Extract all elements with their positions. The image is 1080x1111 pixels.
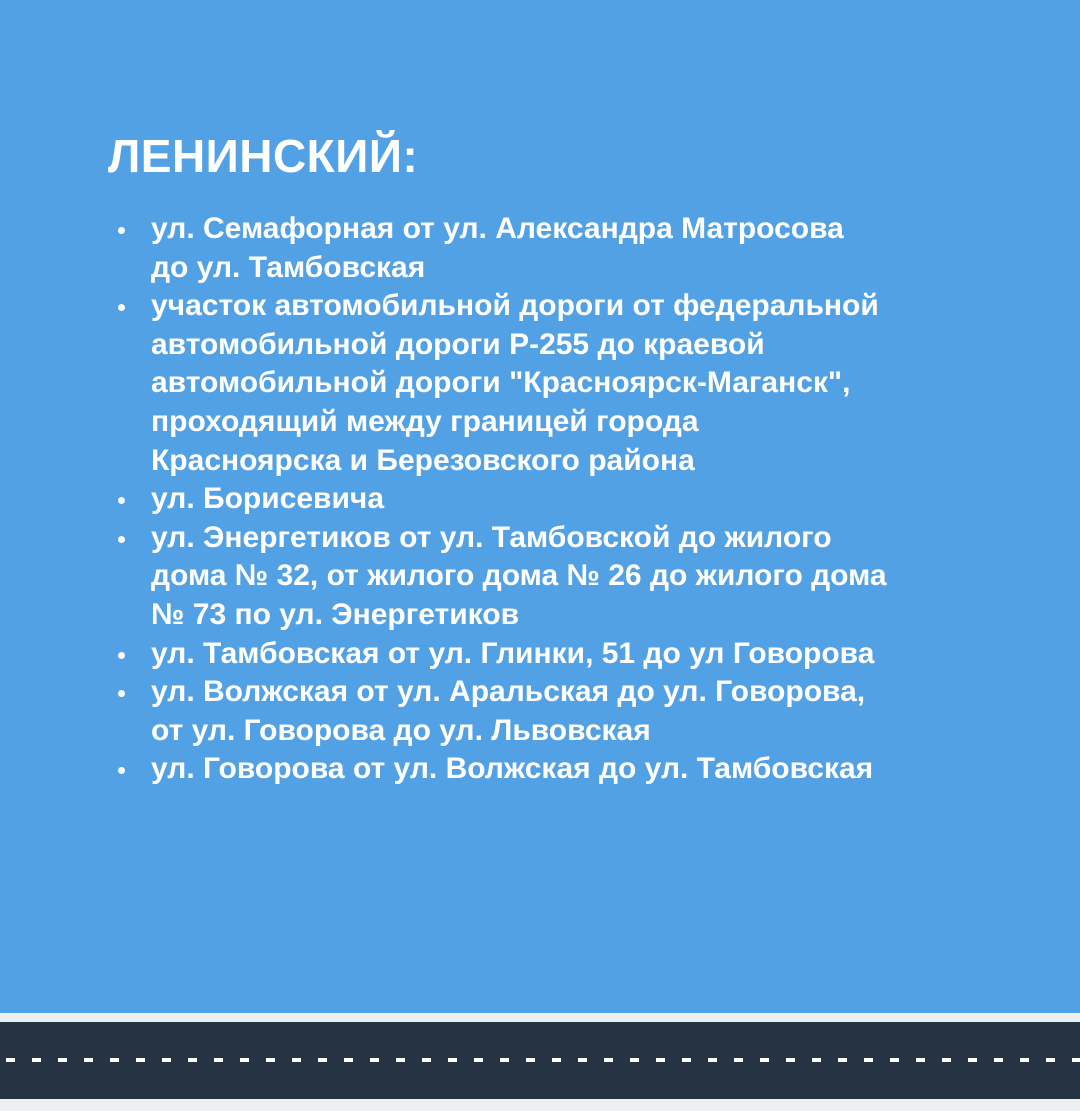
- bullet-dot-icon: [118, 304, 125, 311]
- bullet-dot-icon: [118, 227, 125, 234]
- list-item: [118, 519, 998, 635]
- street-text-line: от ул. Говорова до ул. Львовская: [151, 713, 651, 747]
- street-text-line: ул. Борисевича: [151, 482, 385, 516]
- bullet-dot-icon: [118, 652, 125, 659]
- street-text-line: дома № 32, от жилого дома № 26 до жилого дома: [151, 559, 887, 593]
- road-lane-marking: [0, 1058, 1080, 1062]
- road-graphic: [0, 1022, 1080, 1099]
- street-text-line: проходящий между границей города: [151, 404, 699, 438]
- street-list: [118, 210, 998, 789]
- list-item: [118, 480, 998, 519]
- list-item: [118, 635, 998, 674]
- street-text-line: автомобильной дороги Р-255 до краевой: [151, 327, 765, 361]
- list-item: [118, 287, 998, 480]
- street-text-line: ул. Тамбовская от ул. Глинки, 51 до ул Говорова: [151, 636, 875, 670]
- district-title: ЛЕНИНСКИЙ:: [108, 130, 419, 182]
- bullet-dot-icon: [118, 536, 125, 543]
- bullet-dot-icon: [118, 497, 125, 504]
- street-text-line: ул. Семафорная от ул. Александра Матросова: [151, 212, 844, 245]
- street-text-line: ул. Говорова от ул. Волжская до ул. Тамбовская: [151, 752, 874, 786]
- street-text-line: до ул. Тамбовская: [151, 250, 426, 284]
- list-item: [118, 750, 998, 789]
- street-text-line: ул. Волжская от ул. Аральская до ул. Говорова,: [151, 675, 866, 709]
- list-item: [118, 210, 998, 287]
- street-text-line: ул. Энергетиков от ул. Тамбовской до жилого: [151, 520, 832, 554]
- bullet-dot-icon: [118, 690, 125, 697]
- street-text-line: № 73 по ул. Энергетиков: [151, 597, 520, 631]
- street-text-line: автомобильной дороги "Красноярск-Маганск",: [151, 366, 851, 400]
- street-text-line: Красноярска и Березовского района: [151, 443, 695, 477]
- street-text-line: участок автомобильной дороги от федеральной: [151, 289, 879, 323]
- list-item: [118, 673, 998, 750]
- bullet-dot-icon: [118, 767, 125, 774]
